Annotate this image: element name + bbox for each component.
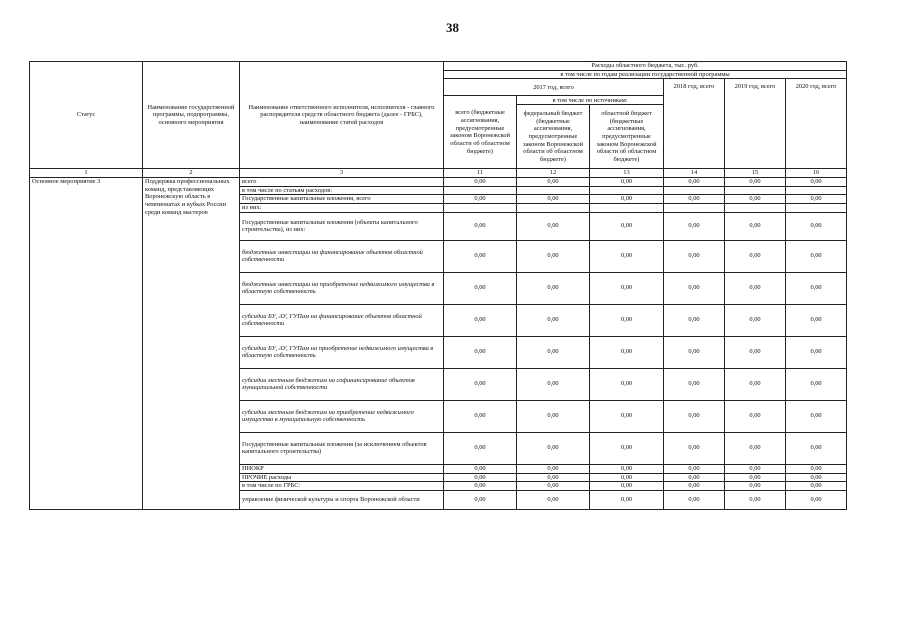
status-cell: Основное мероприятие 3 <box>30 178 143 510</box>
column-number: 12 <box>517 169 590 178</box>
header-expenses: Расходы областного бюджета, тыс. руб. <box>444 62 847 71</box>
value-cell: 0,00 <box>444 195 517 204</box>
value-cell: 0,00 <box>664 490 725 509</box>
value-cell: 0,00 <box>786 212 847 240</box>
value-cell: 0,00 <box>786 490 847 509</box>
value-cell: 0,00 <box>664 304 725 336</box>
value-cell: 0,00 <box>725 464 786 473</box>
value-cell: 0,00 <box>444 490 517 509</box>
value-cell: 0,00 <box>444 400 517 432</box>
value-cell: 0,00 <box>517 212 590 240</box>
header-year-2019: 2019 год, всего <box>725 79 786 169</box>
column-number: 11 <box>444 169 517 178</box>
header-status: Статус <box>30 62 143 169</box>
value-cell: 0,00 <box>444 432 517 464</box>
value-cell: 0,00 <box>664 178 725 187</box>
value-cell <box>725 186 786 195</box>
value-cell: 0,00 <box>517 336 590 368</box>
value-cell: 0,00 <box>664 368 725 400</box>
value-cell: 0,00 <box>664 272 725 304</box>
value-cell: 0,00 <box>725 473 786 482</box>
value-cell: 0,00 <box>725 272 786 304</box>
value-cell: 0,00 <box>725 482 786 491</box>
expense-item-label: управление физической культуры и спорта Воронежской области <box>240 490 444 509</box>
value-cell: 0,00 <box>517 464 590 473</box>
value-cell: 0,00 <box>725 304 786 336</box>
value-cell: 0,00 <box>786 473 847 482</box>
value-cell: 0,00 <box>786 464 847 473</box>
expense-item-label: субсидии местным бюджетам на софинансирование объектов муниципальной собственности <box>240 368 444 400</box>
page-number: 38 <box>446 20 459 35</box>
header-program-name: Наименование государственной программы, подпрограммы, основного мероприятия <box>143 62 240 169</box>
value-cell: 0,00 <box>664 195 725 204</box>
value-cell: 0,00 <box>786 432 847 464</box>
expense-item-label: из них: <box>240 204 444 213</box>
expense-item-label: НИОКР <box>240 464 444 473</box>
value-cell: 0,00 <box>444 304 517 336</box>
expense-item-label: Государственные капитальные вложения (объекты капитального строительства), из них: <box>240 212 444 240</box>
value-cell: 0,00 <box>725 368 786 400</box>
value-cell <box>725 204 786 213</box>
value-cell: 0,00 <box>590 400 664 432</box>
value-cell: 0,00 <box>590 432 664 464</box>
budget-table <box>29 61 847 510</box>
value-cell: 0,00 <box>517 368 590 400</box>
value-cell: 0,00 <box>725 490 786 509</box>
value-cell <box>664 204 725 213</box>
value-cell <box>590 204 664 213</box>
header-total-allocation: всего (бюджетные ассигнования, предусмотренные законом Воронежской области об областном бюджете) <box>444 96 517 169</box>
header-federal-budget: федеральный бюджет (бюджетные ассигнования, предусмотренные законом Воронежской области об областном бюджете) <box>517 105 590 169</box>
value-cell: 0,00 <box>517 432 590 464</box>
value-cell: 0,00 <box>517 473 590 482</box>
value-cell: 0,00 <box>590 304 664 336</box>
expense-item-label: бюджетные инвестиции на финансирование объектов областной собственности <box>240 240 444 272</box>
value-cell <box>517 204 590 213</box>
value-cell: 0,00 <box>786 272 847 304</box>
column-number: 2 <box>143 169 240 178</box>
value-cell: 0,00 <box>517 240 590 272</box>
value-cell: 0,00 <box>725 432 786 464</box>
value-cell <box>786 186 847 195</box>
expense-item-label: ПРОЧИЕ расходы <box>240 473 444 482</box>
expense-item-label: всего <box>240 178 444 187</box>
value-cell: 0,00 <box>590 178 664 187</box>
value-cell: 0,00 <box>664 212 725 240</box>
value-cell: 0,00 <box>444 212 517 240</box>
value-cell: 0,00 <box>725 336 786 368</box>
value-cell: 0,00 <box>786 240 847 272</box>
header-year-2020: 2020 год, всего <box>786 79 847 169</box>
value-cell: 0,00 <box>444 464 517 473</box>
expense-item-label: субсидии БУ, АУ, ГУПам на финансирование объектов областной собственности <box>240 304 444 336</box>
value-cell: 0,00 <box>664 473 725 482</box>
value-cell: 0,00 <box>517 304 590 336</box>
value-cell: 0,00 <box>786 400 847 432</box>
column-number: 15 <box>725 169 786 178</box>
expense-item-label: в том числе по ГРБС: <box>240 482 444 491</box>
header-year-2018: 2018 год, всего <box>664 79 725 169</box>
value-cell <box>590 186 664 195</box>
value-cell: 0,00 <box>444 368 517 400</box>
value-cell: 0,00 <box>590 490 664 509</box>
column-number: 3 <box>240 169 444 178</box>
value-cell: 0,00 <box>590 272 664 304</box>
value-cell: 0,00 <box>664 336 725 368</box>
value-cell: 0,00 <box>517 482 590 491</box>
value-cell: 0,00 <box>786 368 847 400</box>
value-cell: 0,00 <box>664 240 725 272</box>
header-by-years: в том числе по годам реализации государственной программы <box>444 70 847 79</box>
column-numbers-row <box>30 169 847 178</box>
value-cell: 0,00 <box>517 490 590 509</box>
value-cell: 0,00 <box>786 178 847 187</box>
value-cell: 0,00 <box>590 212 664 240</box>
column-number: 14 <box>664 169 725 178</box>
expense-item-label: в том числе по статьям расходов: <box>240 186 444 195</box>
value-cell: 0,00 <box>444 240 517 272</box>
value-cell: 0,00 <box>517 272 590 304</box>
value-cell: 0,00 <box>664 464 725 473</box>
expense-item-label: субсидии БУ, АУ, ГУПам на приобретение недвижимого имущества в областную собственность <box>240 336 444 368</box>
column-number: 16 <box>786 169 847 178</box>
value-cell: 0,00 <box>444 336 517 368</box>
value-cell: 0,00 <box>590 464 664 473</box>
column-number: 1 <box>30 169 143 178</box>
value-cell <box>444 186 517 195</box>
value-cell: 0,00 <box>725 212 786 240</box>
value-cell: 0,00 <box>590 336 664 368</box>
expense-item-label: бюджетные инвестиции на приобретение недвижимого имущества в областную собственность <box>240 272 444 304</box>
value-cell <box>444 204 517 213</box>
expense-item-label: Государственные капитальные вложения (за исключением объектов капитального строительства) <box>240 432 444 464</box>
program-name-cell: Поддержка профессиональных команд, представляющих Воронежскую область в чемпионатах и кубках России среди команд мастеров <box>143 178 240 510</box>
value-cell: 0,00 <box>664 400 725 432</box>
value-cell: 0,00 <box>517 400 590 432</box>
table-row <box>30 178 847 187</box>
value-cell <box>517 186 590 195</box>
value-cell: 0,00 <box>517 195 590 204</box>
value-cell: 0,00 <box>444 473 517 482</box>
value-cell: 0,00 <box>786 304 847 336</box>
expense-item-label: Государственные капитальные вложения, всего <box>240 195 444 204</box>
value-cell: 0,00 <box>725 400 786 432</box>
value-cell: 0,00 <box>590 368 664 400</box>
value-cell <box>664 186 725 195</box>
value-cell: 0,00 <box>664 432 725 464</box>
value-cell: 0,00 <box>444 272 517 304</box>
value-cell: 0,00 <box>444 482 517 491</box>
value-cell: 0,00 <box>786 195 847 204</box>
header-regional-budget: областной бюджет (бюджетные ассигнования, предусмотренные законом Воронежской области об областном бюджете) <box>590 105 664 169</box>
column-number: 13 <box>590 169 664 178</box>
value-cell: 0,00 <box>590 482 664 491</box>
header-executor: Наименование ответственного исполнителя, исполнителя - главного распорядителя средств областного бюджета (далее - ГРБС), наименование статей расходов <box>240 62 444 169</box>
value-cell: 0,00 <box>725 240 786 272</box>
value-cell: 0,00 <box>725 178 786 187</box>
value-cell: 0,00 <box>517 178 590 187</box>
value-cell: 0,00 <box>786 482 847 491</box>
value-cell <box>786 204 847 213</box>
header-by-sources: в том числе по источникам: <box>517 96 664 105</box>
value-cell: 0,00 <box>444 178 517 187</box>
value-cell: 0,00 <box>664 482 725 491</box>
header-year-2017: 2017 год, всего <box>444 79 664 96</box>
value-cell: 0,00 <box>590 195 664 204</box>
value-cell: 0,00 <box>590 473 664 482</box>
value-cell: 0,00 <box>590 240 664 272</box>
value-cell: 0,00 <box>725 195 786 204</box>
value-cell: 0,00 <box>786 336 847 368</box>
expense-item-label: субсидии местным бюджетам на приобретение недвижимого имущества в муниципальную собственность <box>240 400 444 432</box>
